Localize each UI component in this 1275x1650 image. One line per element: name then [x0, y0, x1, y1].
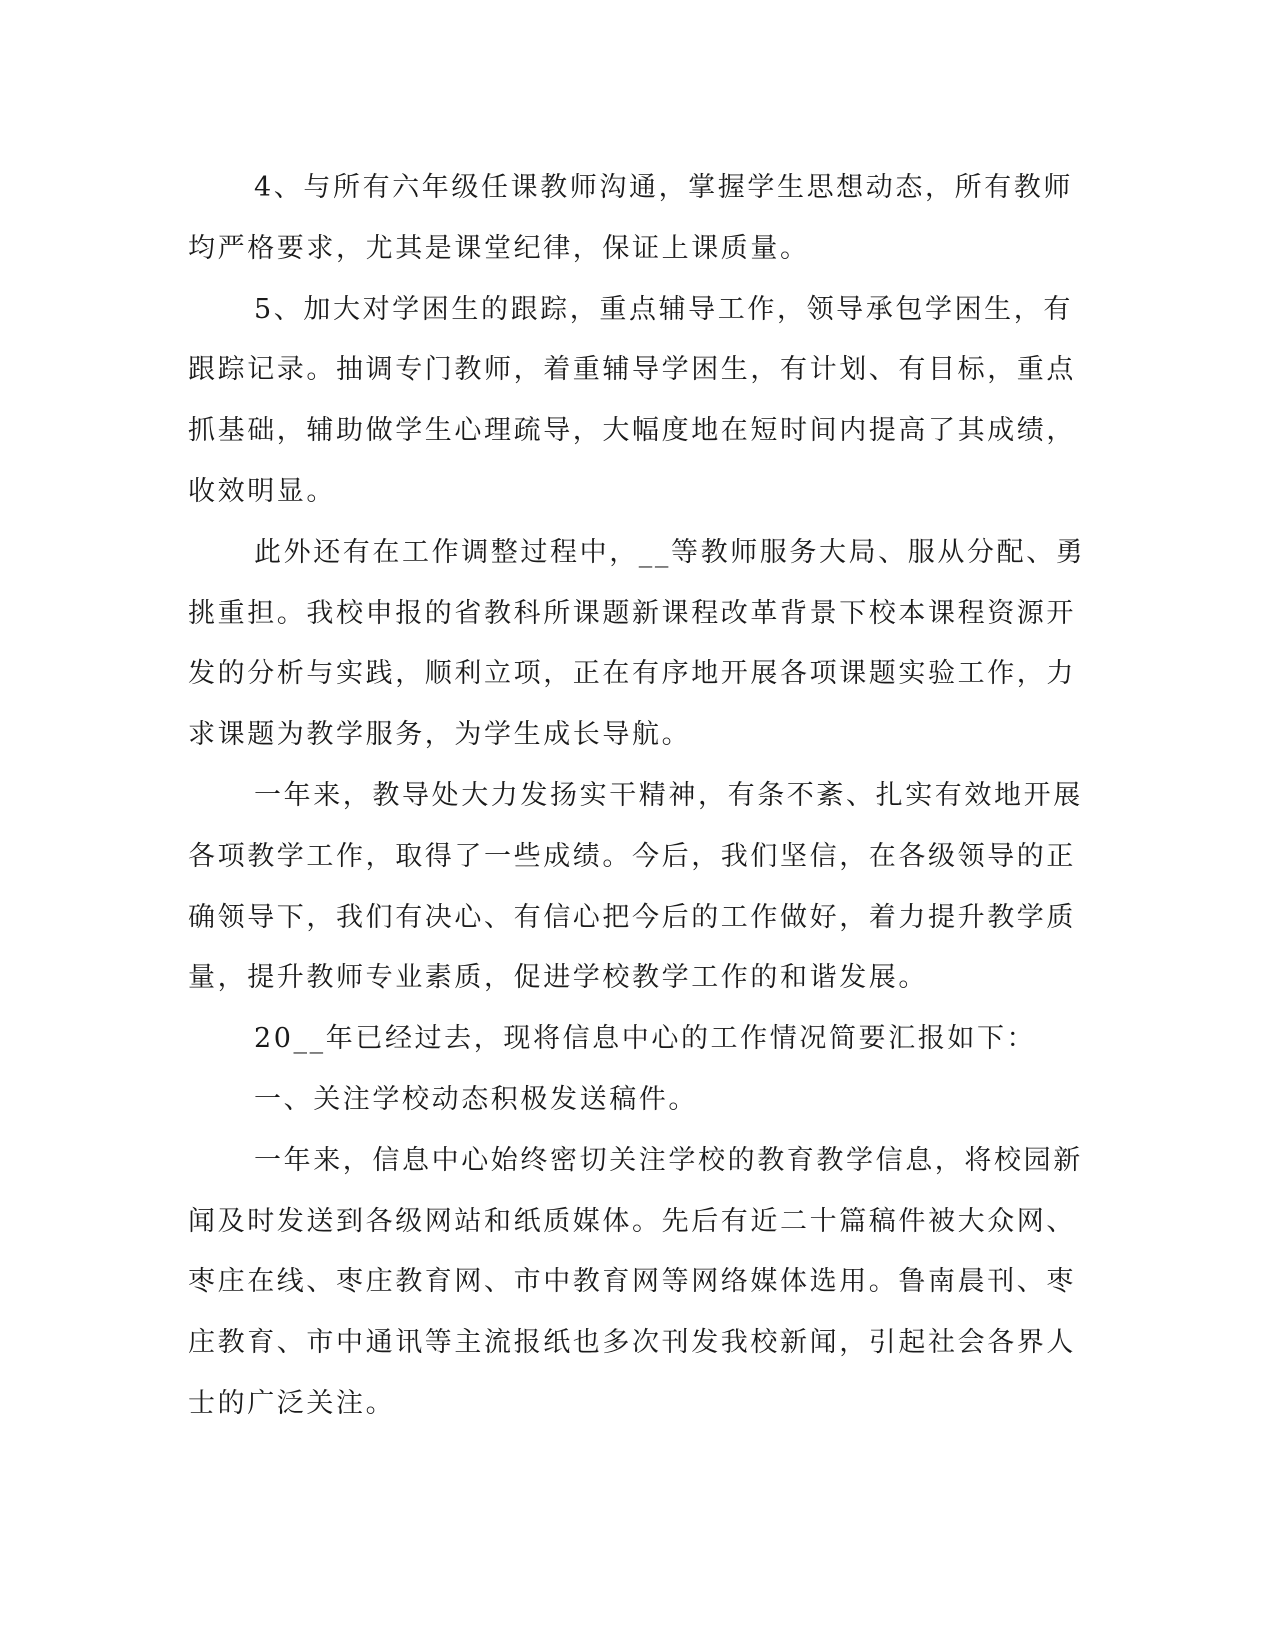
- text-line: 一年来，教导处大力发扬实干精神，有条不紊、扎实有效地开展: [254, 779, 1083, 811]
- text-line: 抓基础，辅助做学生心理疏导，大幅度地在短时间内提高了其成绩，: [188, 415, 1076, 447]
- paragraph-summary: [188, 766, 1088, 1009]
- text-line: 一、关注学校动态积极发送稿件。: [254, 1083, 698, 1115]
- text-line: 一年来，信息中心始终密切关注学校的教育教学信息，将校园新: [254, 1144, 1083, 1176]
- text-line: 挑重担。我校申报的省教科所课题新课程改革背景下校本课程资源开: [188, 597, 1076, 629]
- text-line: 5、加大对学困生的跟踪，重点辅导工作，领导承包学困生，有: [254, 293, 1073, 325]
- text-line: 确领导下，我们有决心、有信心把今后的工作做好，着力提升教学质: [188, 901, 1076, 933]
- text-line: 各项教学工作，取得了一些成绩。今后，我们坚信，在各级领导的正: [188, 840, 1076, 872]
- paragraph-additional: [188, 523, 1088, 766]
- section-heading: [188, 1070, 1088, 1131]
- text-line: 量，提升教师专业素质，促进学校教学工作的和谐发展。: [188, 962, 928, 994]
- text-line: 士的广泛关注。: [188, 1387, 396, 1419]
- text-line: 发的分析与实践，顺利立项，正在有序地开展各项课题实验工作，力: [188, 658, 1076, 690]
- text-line: 庄教育、市中通讯等主流报纸也多次刊发我校新闻，引起社会各界人: [188, 1327, 1076, 1359]
- paragraph-item-4: [188, 158, 1088, 280]
- text-line: 20__年已经过去，现将信息中心的工作情况简要汇报如下：: [254, 1023, 1037, 1055]
- document-body: [188, 158, 1088, 1435]
- text-line: 均严格要求，尤其是课堂纪律，保证上课质量。: [188, 232, 810, 264]
- text-line: 收效明显。: [188, 475, 336, 507]
- text-line: 枣庄在线、枣庄教育网、市中教育网等网络媒体选用。鲁南晨刊、枣: [188, 1266, 1076, 1298]
- paragraph-item-5: [188, 280, 1088, 523]
- text-line: 跟踪记录。抽调专门教师，着重辅导学困生，有计划、有目标，重点: [188, 354, 1076, 386]
- text-line: 4、与所有六年级任课教师沟通，掌握学生思想动态，所有教师: [254, 172, 1073, 203]
- text-line: 闻及时发送到各级网站和纸质媒体。先后有近二十篇稿件被大众网、: [188, 1205, 1076, 1237]
- text-line: 求课题为教学服务，为学生成长导航。: [188, 719, 692, 751]
- paragraph-info-center-intro: [188, 1009, 1088, 1070]
- text-line: 此外还有在工作调整过程中，__等教师服务大局、服从分配、勇: [254, 536, 1086, 568]
- paragraph-media-coverage: [188, 1131, 1088, 1435]
